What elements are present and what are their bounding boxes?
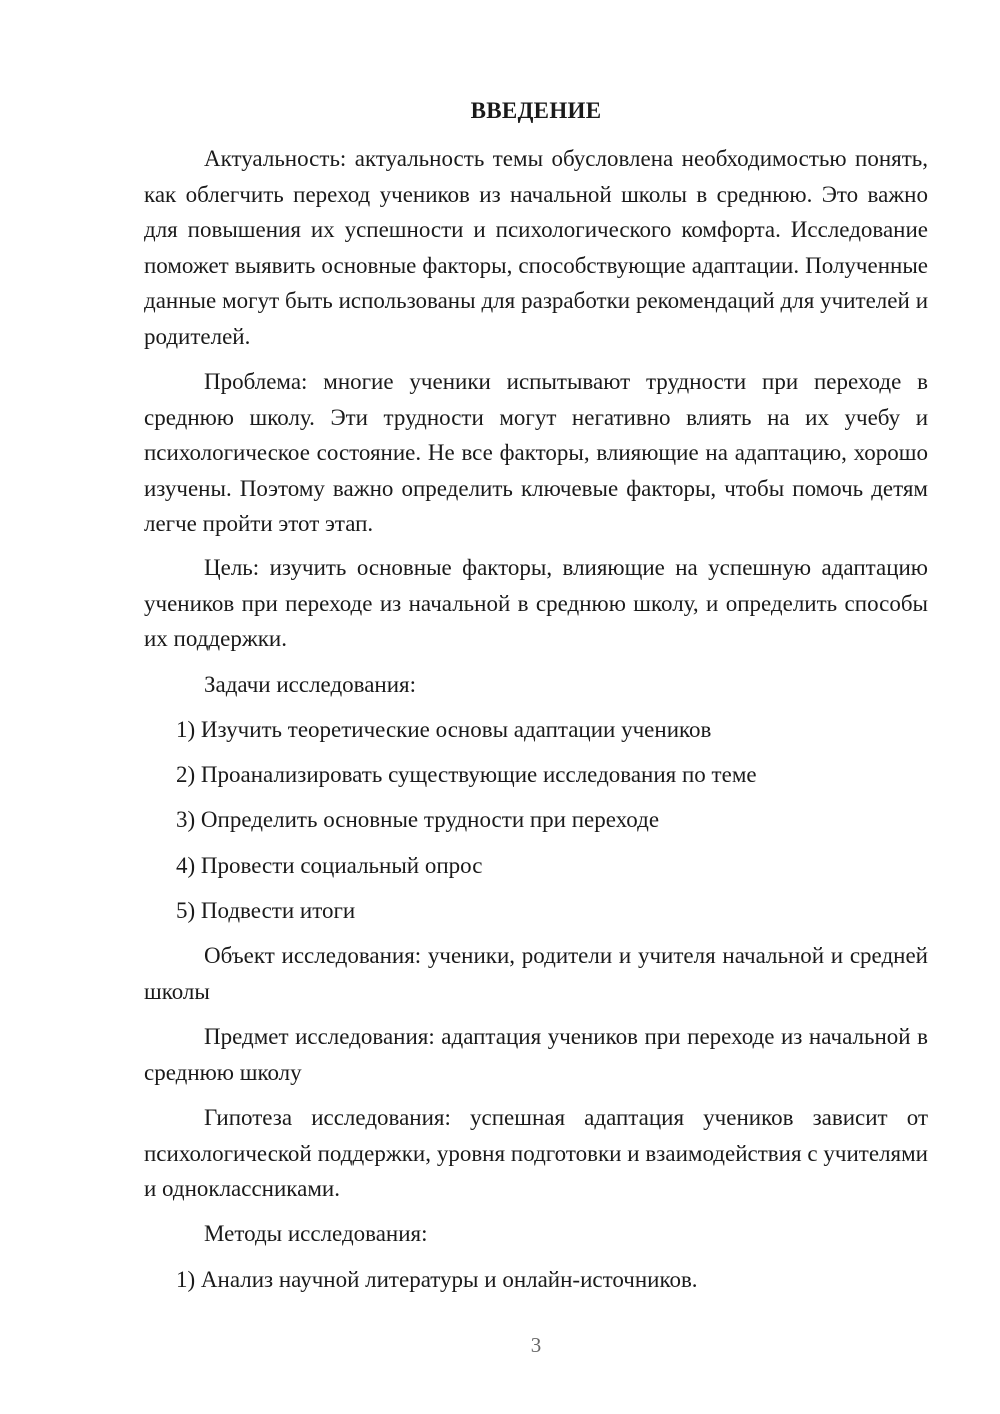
- paragraph-goal: Цель: изучить основные факторы, влияющие на успешную адаптацию учеников при переходе из начальной в среднюю школу, и определить способы их поддержки.: [144, 555, 928, 651]
- paragraph-relevance: Актуальность: актуальность темы обусловлена необходимостью понять, как облегчить переход учеников из начальной школы в среднюю. Это важно для повышения их успешности и психологического комфорта. Исследование поможет выявить основные факторы, способствующие адаптации. Полученные данные могут быть использованы для разработки рекомендаций для учителей и родителей.: [144, 146, 928, 349]
- paragraph-hypothesis: Гипотеза исследования: успешная адаптация учеников зависит от психологической поддержки, уровня подготовки и взаимодействия с учителями и одноклассниками.: [144, 1105, 928, 1201]
- page-title: ВВЕДЕНИЕ: [470, 98, 602, 123]
- page-number: 3: [530, 1333, 542, 1357]
- paragraph-problem: Проблема: многие ученики испытывают трудности при переходе в среднюю школу. Эти трудности могут негативно влиять на их учебу и психологическое состояние. Не все факторы, влияющие на адаптацию, хорошо изучены. Поэтому важно определить ключевые факторы, чтобы помочь детям легче пройти этот этап.: [144, 369, 928, 536]
- list-item: 1) Анализ научной литературы и онлайн-источников.: [176, 1267, 698, 1292]
- list-item: 5) Подвести итоги: [176, 898, 356, 923]
- list-item: 2) Проанализировать существующие исследования по теме: [176, 762, 757, 787]
- list-item: 1) Изучить теоретические основы адаптации учеников: [176, 717, 712, 742]
- paragraph-subject: Предмет исследования: адаптация учеников при переходе из начальной в среднюю школу: [144, 1024, 928, 1085]
- paragraph-object: Объект исследования: ученики, родители и учителя начальной и средней школы: [144, 943, 928, 1004]
- tasks-title: Задачи исследования:: [204, 672, 417, 697]
- methods-title: Методы исследования:: [204, 1221, 428, 1246]
- list-item: 3) Определить основные трудности при переходе: [176, 807, 660, 832]
- list-item: 4) Провести социальный опрос: [176, 853, 483, 878]
